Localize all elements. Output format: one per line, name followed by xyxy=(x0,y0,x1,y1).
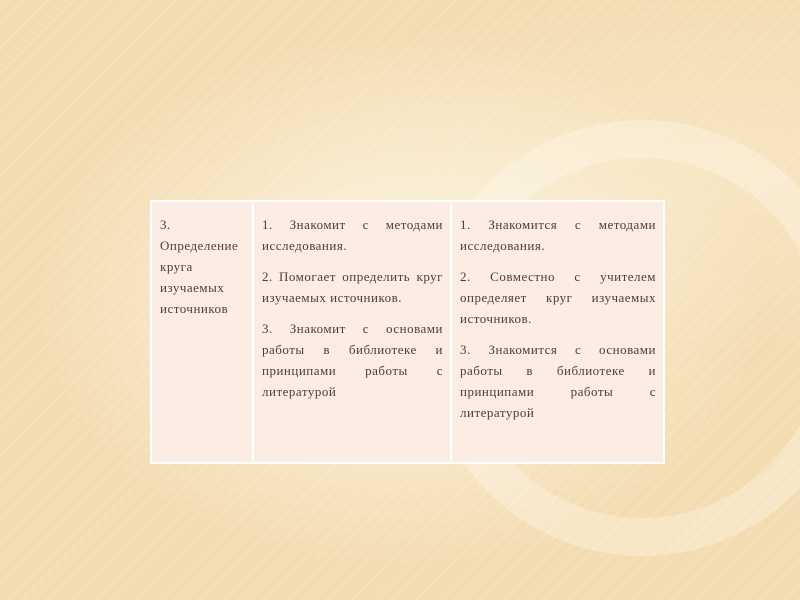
stage-title: 3. Определение круга изучаемых источников xyxy=(160,217,239,316)
stage-cell xyxy=(151,201,253,463)
student-item-2: 2. Совместно с учителем определяет круг изучаемых источников. xyxy=(460,269,656,326)
student-cell xyxy=(451,201,664,463)
teacher-item-2: 2. Помогает определить круг изучаемых источников. xyxy=(262,269,443,305)
student-item-1: 1. Знакомится с методами исследования. xyxy=(460,217,656,253)
table-row xyxy=(151,201,664,463)
teacher-cell xyxy=(253,201,451,463)
teacher-item-3: 3. Знакомит с основами работы в библиотеке и принципами работы с литературой xyxy=(262,321,443,399)
teacher-item-1: 1. Знакомит с методами исследования. xyxy=(262,217,443,253)
stages-table xyxy=(150,200,665,464)
student-item-3: 3. Знакомится с основами работы в библиотеке и принципами работы с литературой xyxy=(460,342,656,420)
